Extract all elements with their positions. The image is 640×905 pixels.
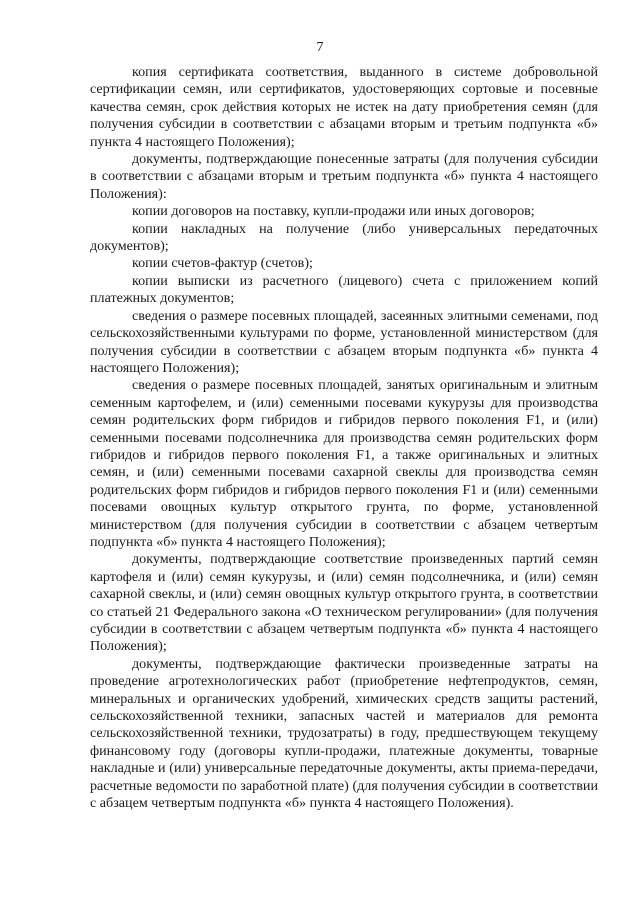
paragraph-agrotech-expenses: документы, подтверждающие фактически произведенные затраты на проведение агротехнологических работ (приобретение нефтепродуктов, семян, минеральных и органических удобрений, химических средств защиты растений, сельскохозяйственной техники, запасных частей и материалов для ремонта сельскохозяйственной техники, трудозатраты) в году, предшествующем текущему финансовому году (договоры купли-продажи, платежные документы, товарные накладные и (или) универсальные передаточные документы, акты приема-передачи, расчетные ведомости по заработной плате) (для получения субсидии в соответствии с абзацем четвертым подпункта «б» пункта 4 настоящего Положения). <box>90 655 598 812</box>
paragraph-expense-documents: документы, подтверждающие понесенные затраты (для получения субсидии в соответствии с абзацами вторым и третьим подпункта «б» пункта 4 настоящего Положения): <box>90 151 598 202</box>
paragraph-original-seed-area: сведения о размере посевных площадей, занятых оригинальным и элитным семенным картофелем, и (или) семенными посевами кукурузы для производства семян родительских форм гибридов и гибридов первого поколения F1, и (или) семенными посевами подсолнечника для производства семян родительских форм гибридов и гибридов первого поколения F1, а также оригинальных и элитных семян, и (или) семенными посевами сахарной свеклы для производства семян родительских форм гибридов и гибридов первого поколения F1 и (или) семенными посевами овощных культур открытого грунта, по форме, установленной министерством (для получения субсидии в соответствии с абзацем четвертым подпункта «б» пункта 4 настоящего Положения); <box>90 377 598 550</box>
page-number: 7 <box>316 40 324 55</box>
paragraph-contract-copies: копии договоров на поставку, купли-продажи или иных договоров; <box>132 203 535 220</box>
paragraph-invoice-copies: копии накладных на получение (либо универсальных передаточных документов); <box>90 220 598 255</box>
paragraph-certificate-copy: копия сертификата соответствия, выданного в системе добровольной сертификации семян, или сертификатов, удостоверяющих сортовые и посевные качества семян, срок действия которых не истек на дату приобретения семян (для получения субсидии в соответствии с абзацами вторым и третьим подпункта «б» пункта 4 настоящего Положения); <box>90 64 598 150</box>
paragraph-tax-invoice-copies: копии счетов-фактур (счетов); <box>132 255 313 272</box>
document-body <box>90 64 598 812</box>
paragraph-bank-statement-copies: копии выписки из расчетного (лицевого) счета с приложением копий платежных документов; <box>90 272 598 307</box>
paragraph-elite-seed-area: сведения о размере посевных площадей, засеянных элитными семенами, под сельскохозяйственными культурами по форме, установленной министерством (для получения субсидии в соответствии с абзацем вторым подпункта «б» пункта 4 настоящего Положения); <box>90 307 598 376</box>
paragraph-conformity-documents: документы, подтверждающие соответствие произведенных партий семян картофеля и (или) семян кукурузы, и (или) семян подсолнечника, и (или) семян сахарной свеклы, и (или) семян овощных культур открытого грунта, в соответствии со статьей 21 Федерального закона «О техническом регулировании» (для получения субсидии в соответствии с абзацем четвертым подпункта «б» пункта 4 настоящего Положения); <box>90 551 598 655</box>
